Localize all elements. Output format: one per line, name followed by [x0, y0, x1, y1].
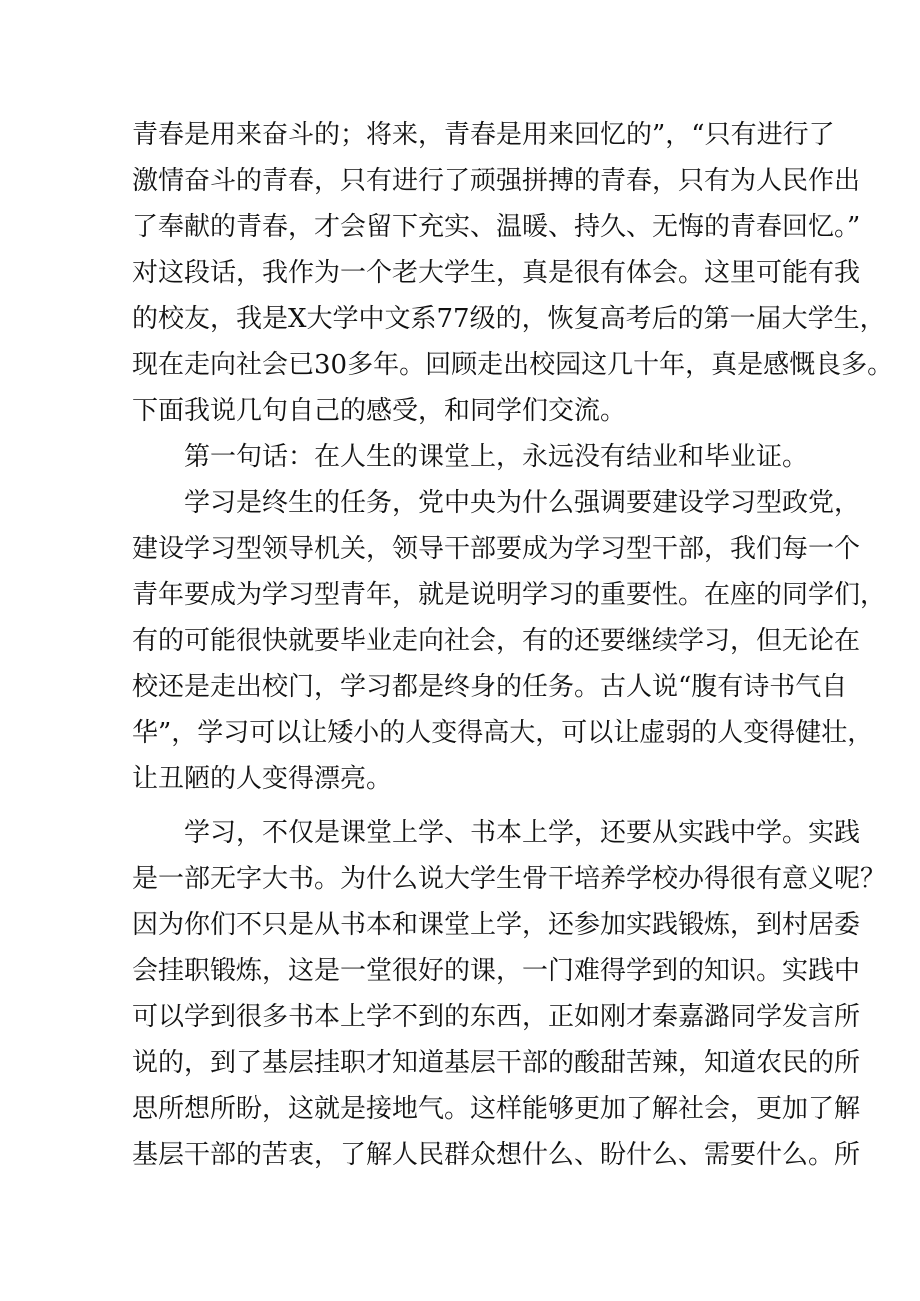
text-line: 思所想所盼，这就是接地气。这样能够更加了解社会，更加了解	[132, 1094, 861, 1124]
document-body	[132, 112, 894, 1178]
text-line: 因为你们不只是从书本和课堂上学，还参加实践锻炼，到村居委	[132, 910, 861, 940]
text-line: 青春是用来奋斗的；将来，青春是用来回忆的”，“只有进行了	[132, 120, 835, 150]
text-line: 是一部无字大书。为什么说大学生骨干培养学校办得很有意义呢？	[132, 864, 887, 894]
text-line: 青年要成为学习型青年，就是说明学习的重要性。在座的同学们，	[132, 580, 887, 610]
text-line: 会挂职锻炼，这是一堂很好的课，一门难得学到的知识。实践中	[132, 956, 861, 986]
text-line: 让丑陋的人变得漂亮。	[132, 764, 393, 794]
text-line: 有的可能很快就要毕业走向社会，有的还要继续学习，但无论在	[132, 626, 861, 656]
section-heading-line: 第一句话：在人生的课堂上，永远没有结业和毕业证。	[132, 442, 809, 472]
text-line: 现在走向社会已30多年。回顾走出校园这几十年，真是感慨良多。	[132, 350, 894, 380]
text-line: 对这段话，我作为一个老大学生，真是很有体会。这里可能有我	[132, 258, 861, 288]
text-line: 下面我说几句自己的感受，和同学们交流。	[132, 396, 627, 426]
text-line: 了奉献的青春，才会留下充实、温暖、持久、无悔的青春回忆。”	[132, 212, 861, 242]
text-line: 学习，不仅是课堂上学、书本上学，还要从实践中学。实践	[132, 818, 861, 848]
text-line: 说的，到了基层挂职才知道基层干部的酸甜苦辣，知道农民的所	[132, 1048, 861, 1078]
text-line: 校还是走出校门，学习都是终身的任务。古人说“腹有诗书气自	[132, 672, 848, 702]
paragraph-gap	[132, 802, 796, 810]
text-line: 的校友，我是X大学中文系77级的，恢复高考后的第一届大学生，	[132, 304, 886, 334]
text-line: 学习是终生的任务，党中央为什么强调要建设学习型政党，	[132, 488, 861, 518]
text-line: 基层干部的苦衷，了解人民群众想什么、盼什么、需要什么。所	[132, 1140, 861, 1170]
text-line: 激情奋斗的青春，只有进行了顽强拼搏的青春，只有为人民作出	[132, 166, 861, 196]
text-line: 可以学到很多书本上学不到的东西，正如刚才秦嘉潞同学发言所	[132, 1002, 861, 1032]
text-line: 建设学习型领导机关，领导干部要成为学习型干部，我们每一个	[132, 534, 861, 564]
text-line: 华”，学习可以让矮小的人变得高大，可以让虚弱的人变得健壮，	[132, 718, 874, 748]
